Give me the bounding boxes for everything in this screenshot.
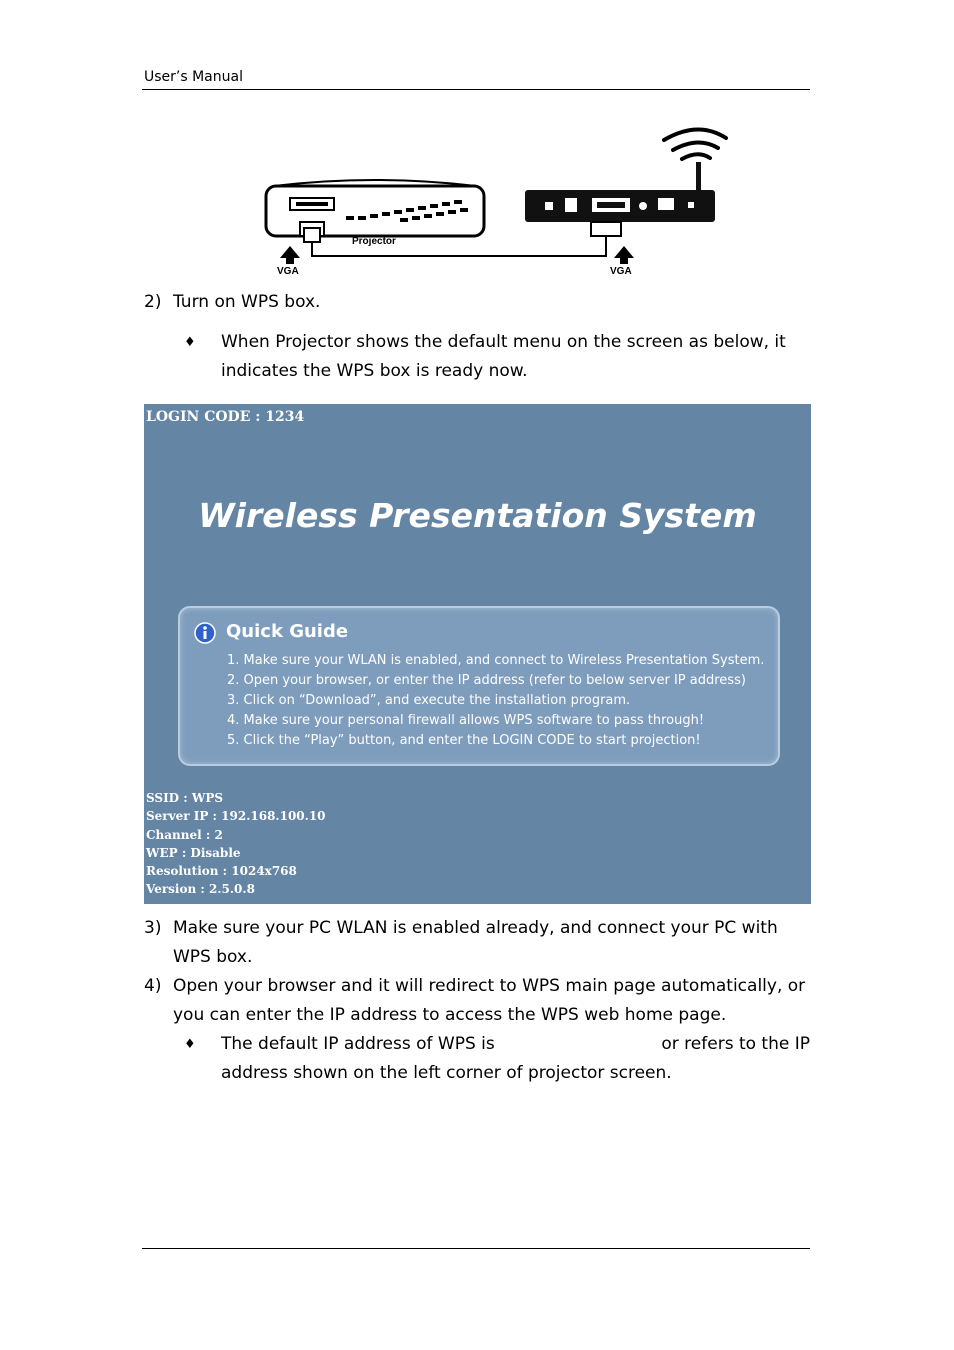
quick-guide-item: 2. Open your browser, or enter the IP address (refer to below server IP address) xyxy=(227,673,746,688)
info-server-ip: Server IP : 192.168.100.10 xyxy=(146,809,326,824)
bullet-text: When Projector shows the default menu on the screen as below, it indicates the WPS box is ready now. xyxy=(221,332,786,381)
bullet-icon: ♦ xyxy=(184,335,196,350)
vga-label-right: VGA xyxy=(610,266,632,277)
wifi-signal-icon xyxy=(664,129,726,159)
screen-title: Wireless Presentation System xyxy=(198,496,757,535)
vga-arrow-left xyxy=(280,246,300,264)
quick-guide-list xyxy=(227,651,764,751)
header-title: User’s Manual xyxy=(144,69,243,85)
step-text: Make sure your PC WLAN is enabled already, and connect your PC with WPS box. xyxy=(173,918,778,967)
step-number: 3) xyxy=(144,918,162,938)
info-resolution: Resolution : 1024x768 xyxy=(146,864,297,879)
bullet-icon: ♦ xyxy=(184,1037,196,1052)
vga-label-left: VGA xyxy=(277,266,299,277)
bullet-text-end: or refers to the IP xyxy=(661,1034,810,1054)
quick-guide-panel xyxy=(178,606,780,766)
step-number: 2) xyxy=(144,292,162,312)
info-channel: Channel : 2 xyxy=(146,827,223,842)
bullet-text-continued: address shown on the left corner of projector screen. xyxy=(221,1063,672,1083)
footer-rule xyxy=(142,1248,810,1249)
quick-guide-title: Quick Guide xyxy=(226,621,349,642)
quick-guide-item: 5. Click the “Play” button, and enter the LOGIN CODE to start projection! xyxy=(227,733,701,748)
step-text: Open your browser and it will redirect to WPS main page automatically, or you can enter the IP address to access the WPS web home page. xyxy=(173,976,806,1025)
step-text: Turn on WPS box. xyxy=(173,292,321,312)
header-rule xyxy=(142,89,810,90)
projector-label: Projector xyxy=(352,236,396,247)
info-ssid: SSID : WPS xyxy=(146,791,224,805)
connection-diagram xyxy=(260,124,730,279)
wps-box-illustration xyxy=(525,162,715,222)
info-icon xyxy=(194,622,216,644)
vga-arrow-right xyxy=(614,246,634,264)
quick-guide-item: 3. Click on “Download”, and execute the installation program. xyxy=(227,693,631,708)
info-wep: WEP : Disable xyxy=(146,845,241,860)
quick-guide-item: 1. Make sure your WLAN is enabled, and connect to Wireless Presentation System. xyxy=(227,653,765,668)
login-code: LOGIN CODE : 1234 xyxy=(146,409,305,425)
bullet-text-start: The default IP address of WPS is xyxy=(221,1034,495,1054)
quick-guide-item: 4. Make sure your personal firewall allows WPS software to pass through! xyxy=(227,713,705,728)
step-number: 4) xyxy=(144,976,162,996)
projector-screen xyxy=(144,404,811,904)
projector-illustration xyxy=(266,180,484,236)
info-version: Version : 2.5.0.8 xyxy=(146,882,255,897)
network-info-list xyxy=(146,789,326,899)
